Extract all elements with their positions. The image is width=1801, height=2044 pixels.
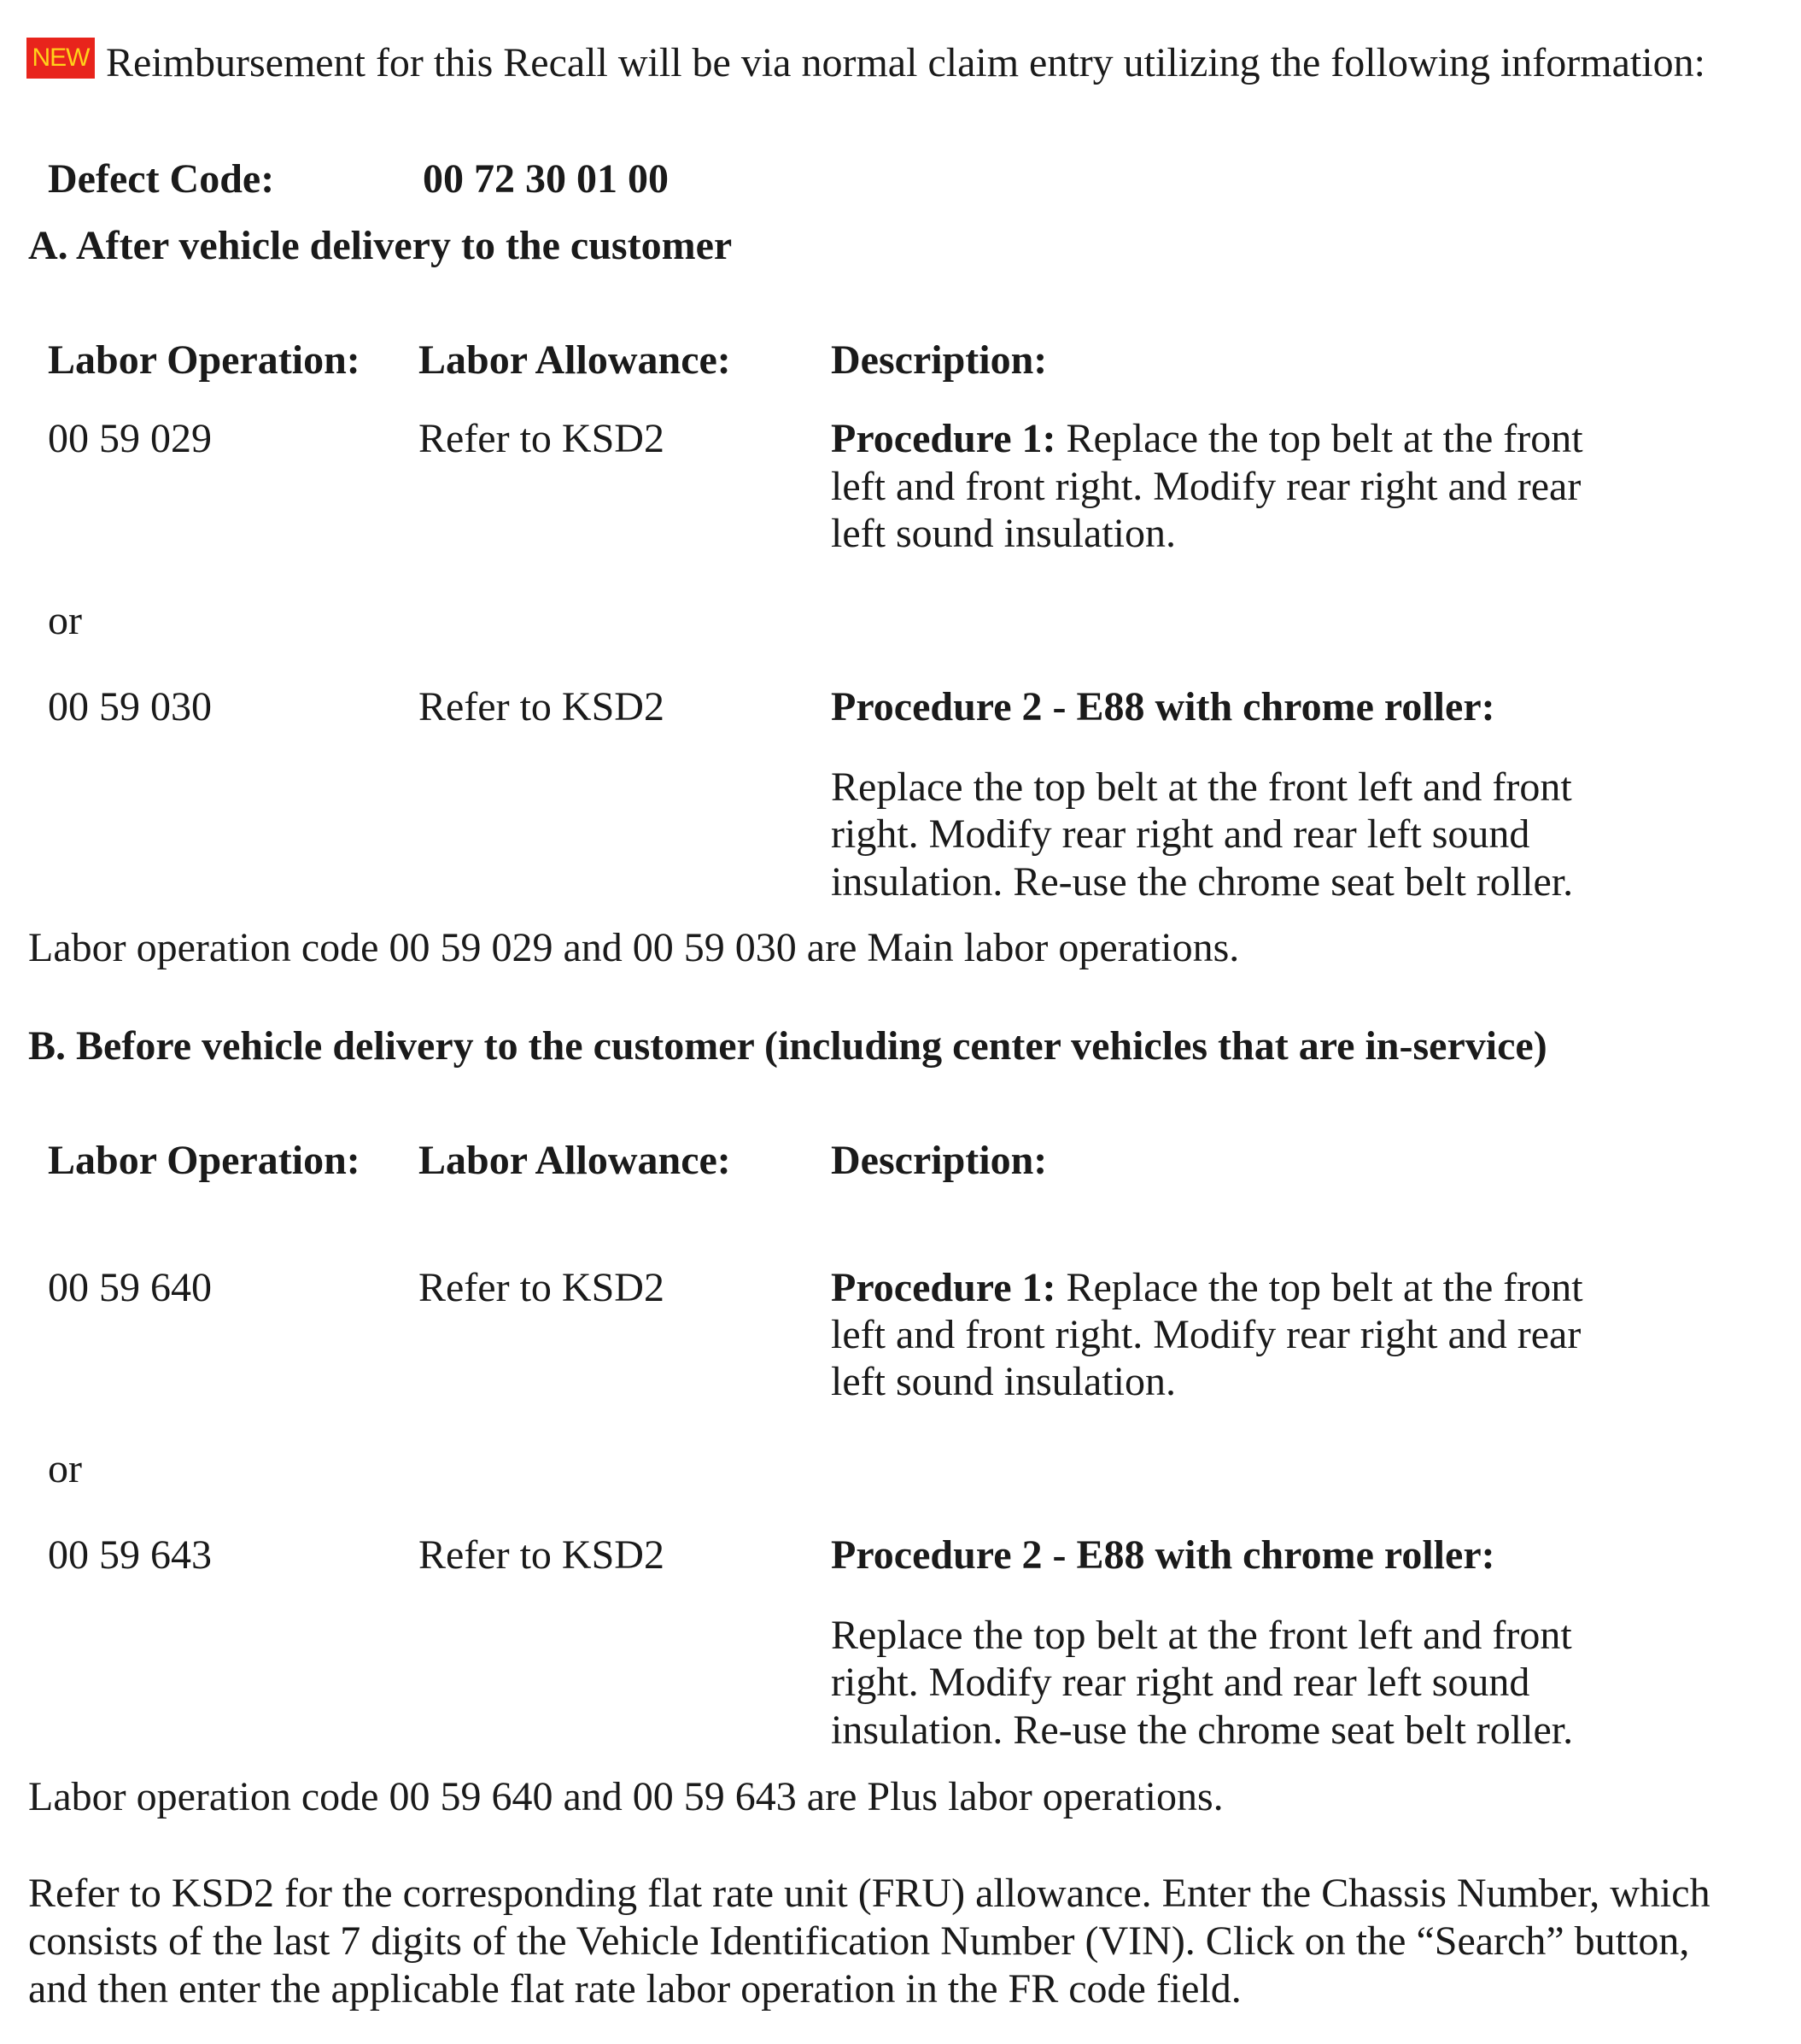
footer-line1: Refer to KSD2 for the corresponding flat rate unit (FRU) allowance. Enter the Chassis Number, which — [28, 1871, 1710, 1916]
section-b-header-labor-allowance: Labor Allowance: — [418, 1138, 731, 1183]
section-a-note: Labor operation code 00 59 029 and 00 59 030 are Main labor operations. — [28, 925, 1240, 970]
section-a-row1-description-line3: left sound insulation. — [831, 511, 1176, 556]
section-a-row2-description-line1: Replace the top belt at the front left and front — [831, 764, 1572, 810]
section-a-row2-description-line3: insulation. Re-use the chrome seat belt roller. — [831, 859, 1574, 905]
section-a-or: or — [48, 598, 82, 643]
footer-line3: and then enter the applicable flat rate labor operation in the FR code field. — [28, 1966, 1242, 2012]
section-a-row2-description-line2: right. Modify rear right and rear left sound — [831, 811, 1530, 857]
section-a-row1-description-line2: left and front right. Modify rear right and rear — [831, 464, 1582, 509]
section-b-or: or — [48, 1446, 82, 1491]
section-b-row1-description-line2: left and front right. Modify rear right and rear — [831, 1312, 1582, 1357]
section-b-row2-labor-allowance: Refer to KSD2 — [418, 1532, 664, 1578]
section-a-header-description: Description: — [831, 337, 1048, 383]
section-b-row1-description-line1: Procedure 1: Replace the top belt at the front — [831, 1265, 1583, 1310]
section-b-note: Labor operation code 00 59 640 and 00 59 643 are Plus labor operations. — [28, 1774, 1224, 1819]
intro-text: Reimbursement for this Recall will be via normal claim entry utilizing the following information: — [106, 40, 1705, 85]
section-a-procedure-1-label: Procedure 1: — [831, 416, 1056, 461]
section-b-header-labor-operation: Labor Operation: — [48, 1138, 360, 1183]
section-b-header-description: Description: — [831, 1138, 1048, 1183]
footer-line2: consists of the last 7 digits of the Vehicle Identification Number (VIN). Click on the “Search” button, — [28, 1918, 1690, 1964]
section-a-row2-labor-allowance: Refer to KSD2 — [418, 684, 664, 729]
section-a-row2-labor-operation: 00 59 030 — [48, 684, 212, 729]
section-b-row1-labor-operation: 00 59 640 — [48, 1265, 212, 1310]
section-a-row1-labor-allowance: Refer to KSD2 — [418, 416, 664, 461]
section-a-row1-labor-operation: 00 59 029 — [48, 416, 212, 461]
section-a-header-labor-allowance: Labor Allowance: — [418, 337, 731, 383]
section-a-header-labor-operation: Labor Operation: — [48, 337, 360, 383]
section-b-row1-description-line3: left sound insulation. — [831, 1359, 1176, 1404]
section-b-row1-labor-allowance: Refer to KSD2 — [418, 1265, 664, 1310]
new-badge: NEW — [26, 38, 95, 79]
defect-code-value: 00 72 30 01 00 — [423, 156, 669, 202]
section-b-row2-labor-operation: 00 59 643 — [48, 1532, 212, 1578]
section-a-row1-description-line1: Procedure 1: Replace the top belt at the front — [831, 416, 1583, 461]
section-b-procedure-2-title: Procedure 2 - E88 with chrome roller: — [831, 1532, 1495, 1578]
section-a-heading: A. After vehicle delivery to the customer — [28, 223, 733, 268]
defect-code-label: Defect Code: — [48, 156, 275, 202]
section-b-procedure-1-label: Procedure 1: — [831, 1265, 1056, 1310]
section-b-row2-description-line2: right. Modify rear right and rear left sound — [831, 1660, 1530, 1705]
section-b-heading: B. Before vehicle delivery to the customer (including center vehicles that are in-service) — [28, 1023, 1547, 1069]
section-b-row2-description-line3: insulation. Re-use the chrome seat belt roller. — [831, 1707, 1574, 1753]
section-b-row2-description-line1: Replace the top belt at the front left and front — [831, 1613, 1572, 1658]
section-a-procedure-2-title: Procedure 2 - E88 with chrome roller: — [831, 684, 1495, 729]
